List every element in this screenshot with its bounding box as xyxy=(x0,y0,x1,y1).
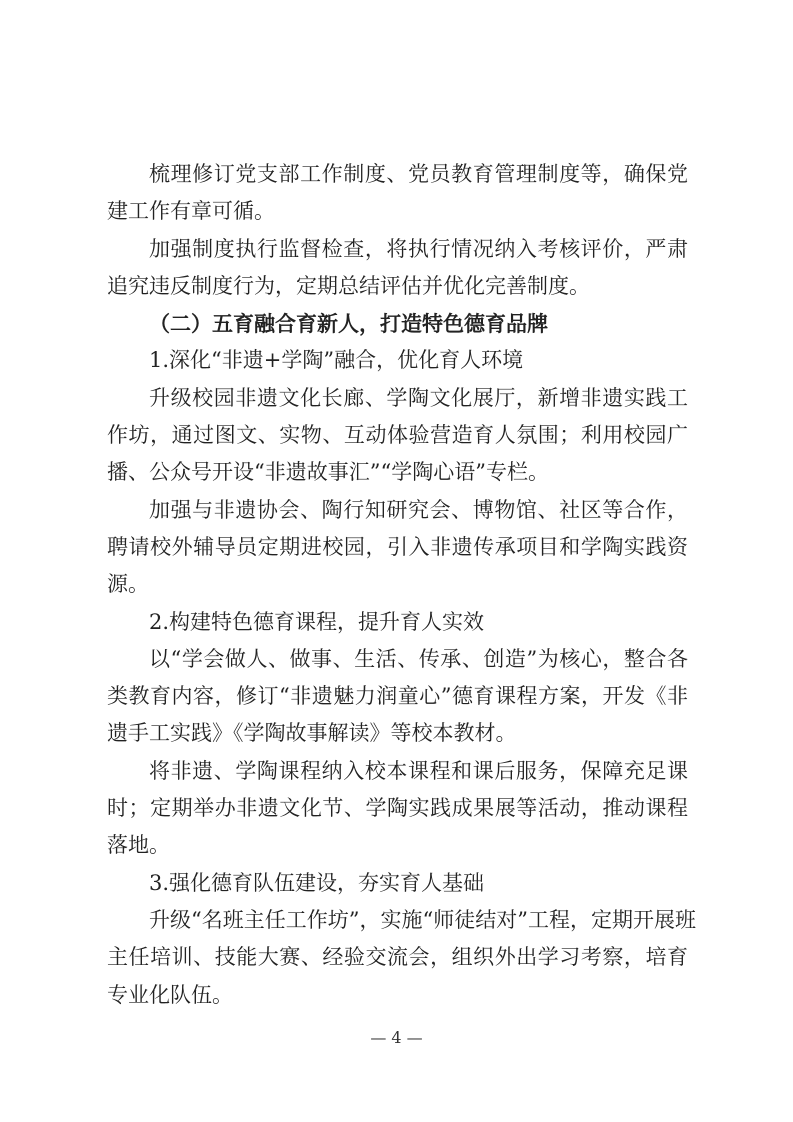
subsection-heading xyxy=(107,865,688,902)
paragraph xyxy=(107,231,688,306)
text-line: 3.强化德育队伍建设，夯实育人基础 xyxy=(149,870,485,895)
text-line: （二）五育融合育新人，打造特色德育品牌 xyxy=(149,311,548,337)
text-line: 建工作有章可循。 xyxy=(107,199,275,224)
text-line: 以“学会做人、做事、生活、传承、创造”为核心，整合各 xyxy=(149,646,688,671)
document-body xyxy=(107,156,696,1014)
text-line: 落地。 xyxy=(107,833,170,858)
text-line: 类教育内容，修订“非遗魅力润童心”德育课程方案，开发《非 xyxy=(107,684,688,709)
text-line: 遗手工实践》《学陶故事解读》等校本教材。 xyxy=(107,721,517,746)
text-line: 梳理修订党支部工作制度、党员教育管理制度等，确保党 xyxy=(149,162,688,186)
paragraph xyxy=(107,902,696,1014)
text-line: 时；定期举办非遗文化节、学陶实践成果展等活动，推动课程 xyxy=(107,796,688,821)
text-line: 聘请校外辅导员定期进校园，引入非遗传承项目和学陶实践资 xyxy=(107,534,688,559)
paragraph xyxy=(107,380,688,492)
text-line: 升级校园非遗文化长廊、学陶文化展厅，新增非遗实践工 xyxy=(149,385,688,410)
text-line: 源。 xyxy=(107,572,149,597)
paragraph xyxy=(107,492,688,604)
text-line: 追究违反制度行为，定期总结评估并优化完善制度。 xyxy=(107,273,590,298)
text-line: 加强与非遗协会、陶行知研究会、博物馆、社区等合作， xyxy=(149,497,688,522)
paragraph xyxy=(107,641,688,753)
text-line: 播、公众号开设“非遗故事汇”“学陶心语”专栏。 xyxy=(107,460,549,485)
text-line: 升级“名班主任工作坊”，实施“师徒结对”工程，定期开展班 xyxy=(149,907,696,932)
text-line: 1.深化“非遗+学陶”融合，优化育人环境 xyxy=(149,348,524,373)
subsection-heading xyxy=(107,604,688,641)
text-line: 专业化队伍。 xyxy=(107,982,233,1007)
text-line: 主任培训、技能大赛、经验交流会，组织外出学习考察，培育 xyxy=(107,945,688,970)
section-heading xyxy=(107,305,688,342)
paragraph xyxy=(107,753,688,865)
text-line: 将非遗、学陶课程纳入校本课程和课后服务，保障充足课 xyxy=(149,758,688,783)
text-line: 作坊，通过图文、实物、互动体验营造育人氛围；利用校园广 xyxy=(107,423,688,448)
text-line: 2.构建特色德育课程，提升育人实效 xyxy=(149,609,485,634)
subsection-heading xyxy=(107,342,688,379)
text-line: 加强制度执行监督检查，将执行情况纳入考核评价，严肃 xyxy=(149,236,688,261)
page-number: — 4 — xyxy=(370,1028,423,1047)
paragraph xyxy=(107,156,688,231)
